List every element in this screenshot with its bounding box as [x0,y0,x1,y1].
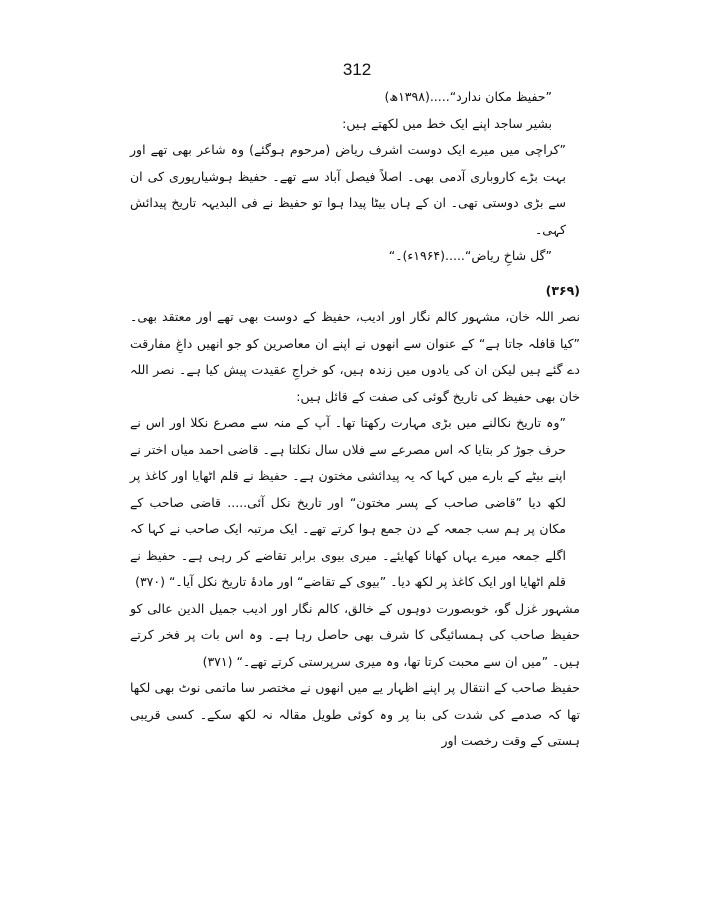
section-number: (۳۶۹) [545,282,580,298]
poem-title-line: ”حفیظ مکان ندارد“.....(۱۳۹۸ھ) [384,89,552,104]
body-paragraph: مشہور غزل گو، خوبصورت دوہوں کے خالق، کالم نگار اور ادیب جمیل الدین عالی کو حفیظ صاحب کی ہمسائیگی کا شرف بھی حاصل رہا ہے۔ وہ اس بات پر فخر کرتے ہیں۔ ”میں ان سے محبت کرتا تھا، وہ میری سرپرستی کرتے تھے۔“ (۳۷۱) [130,600,580,669]
quote-paragraph: ”وہ تاریخ نکالنے میں بڑی مہارت رکھتا تھا۔ آپ کے منہ سے مصرع نکلا اور اس نے حرف جوڑ کر بتایا کہ اس مصرعے سے فلاں سال نکلتا ہے۔ قاضی احمد میاں اختر نے اپنے بیٹے کے بارے میں کہا کہ یہ پیدائشی مختون ہے۔ حفیظ نے قلم اٹھایا اور کاغذ پر لکھ دیا ”قاضی صاحب کے پسر مختون“ اور تاریخ نکل آئی..... قاضی صاحب کے مکان پر ہم سب جمعہ کے دن جمع ہوا کرتے تھے۔ ایک مرتبہ ایک صاحب نے کہا کہ اگلے جمعہ میرے یہاں کھانا کھایئے۔ میری بیوی برابر تقاضے کر رہی ہے۔ حفیظ نے قلم اٹھایا اور ایک کاغذ پر لکھ دیا۔ ”بیوی کے تقاضے“ اور مادۂ تاریخ نکل آیا۔“ (۳۷۰) [130,415,566,589]
quote-paragraph: ”کراچی میں میرے ایک دوست اشرف ریاض (مرحوم ہوگئے) وہ شاعر بھی تھے اور بہت بڑے کاروباری آدمی بھی۔ اصلاً فیصل آباد سے تھے۔ حفیظ ہوشیارپوری کی ان سے بڑی دوستی تھی۔ ان کے ہاں بیٹا پیدا ہوا تو حفیظ نے فی البدیہہ تاریخ پیدائش کہی۔ [130,142,566,237]
page-body [130,84,580,755]
intro-line: بشیر ساجد اپنے ایک خط میں لکھتے ہیں: [342,115,552,131]
poem-line: ”گل شاخِ ریاض“.....(۱۹۶۴ء)۔“ [388,248,552,263]
body-paragraph: نصر اللہ خان، مشہور کالم نگار اور ادیب، حفیظ کے دوست بھی تھے اور معتقد بھی۔ ”کیا قافلہ جاتا ہے“ کے عنوان سے انھوں نے اپنے ان معاصرین کو جو انھیں داغِ مفارقت دے گئے ہیں لیکن ان کی یادوں میں زندہ ہیں، کو خراجِ عقیدت پیش کیا ہے۔ نصر اللہ خان بھی حفیظ کی تاریخ گوئی کی صفت کے قائل ہیں: [130,309,580,404]
page-number: 312 [342,60,372,79]
body-paragraph: حفیظ صاحب کے انتقال پر اپنے اظہار یے میں انھوں نے مختصر سا ماتمی نوٹ بھی لکھا تھا کہ صدمے کی شدت کی بنا پر وہ کوئی طویل مقالہ نہ لکھ سکے۔ کسی قریبی ہستی کے وقت رخصت اور [130,680,580,748]
